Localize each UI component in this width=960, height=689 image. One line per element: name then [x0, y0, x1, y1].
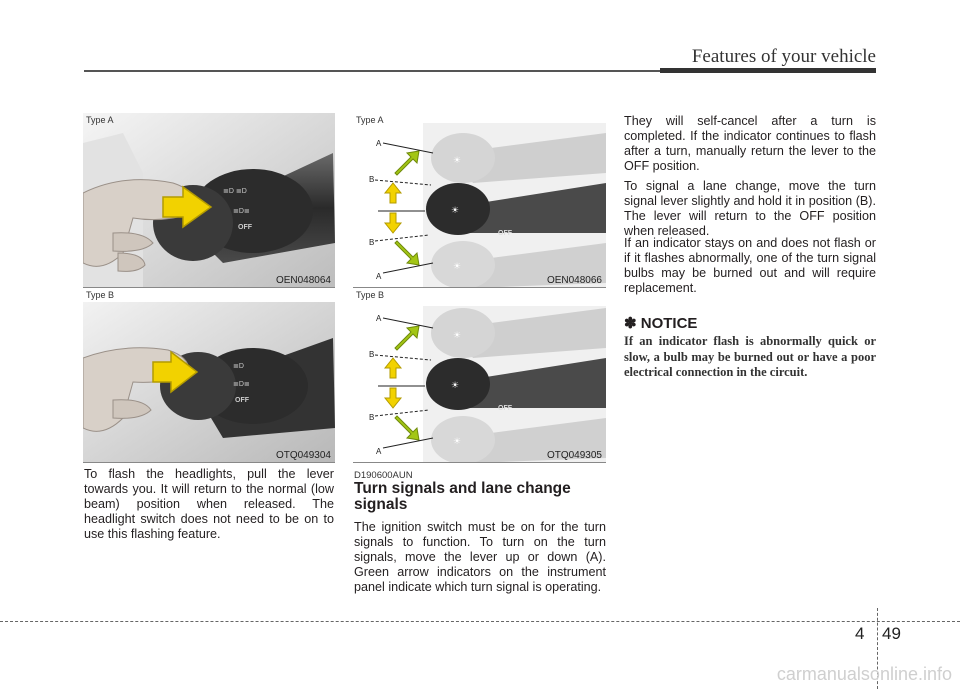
svg-text:≣D: ≣D — [233, 363, 244, 370]
figure-code: OEN048066 — [546, 275, 602, 286]
self-cancel-paragraph: They will self-cancel after a turn is completed. If the indicator continues to flash after a turn, manually return the lever to the OFF position. — [624, 114, 876, 173]
figure-flash-type-b — [83, 288, 335, 463]
figure-type-label: Type A — [356, 115, 384, 125]
svg-text:☀: ☀ — [451, 205, 460, 215]
svg-text:☀: ☀ — [451, 380, 460, 390]
figure-code: OTQ049305 — [546, 450, 602, 461]
figure-code: OEN048064 — [275, 275, 331, 286]
turn-signal-paragraph: The ignition switch must be on for the turn signals to function. To turn on the turn signals, move the lever up or down (A). Green arrow indicators on the instrument panel indicate which turn signal is operating. — [354, 520, 606, 594]
marker-a: A — [376, 447, 382, 456]
section-title: Turn signals and lane change signals — [354, 480, 571, 513]
svg-text:☀: ☀ — [453, 436, 462, 446]
flash-paragraph: To flash the headlights, pull the lever towards you. It will return to the normal (low beam) position when released. The headlight switch does not need to be on to use this flashing feature. — [84, 467, 334, 541]
lane-change-paragraph: To signal a lane change, move the turn signal lever slightly and hold it in position (B). The lever will return to the OFF position when released. — [624, 179, 876, 238]
marker-a: A — [376, 314, 382, 323]
off-label: OFF — [238, 224, 252, 231]
figure-turn-type-a — [353, 113, 606, 288]
svg-text:≣D≣: ≣D≣ — [233, 381, 250, 388]
svg-text:☀: ☀ — [453, 261, 462, 271]
marker-b: B — [369, 413, 375, 422]
turn-signal-illustration — [353, 113, 606, 288]
figure-code: OTQ049304 — [275, 450, 331, 461]
page-number: 49 — [882, 624, 901, 643]
marker-a: A — [376, 139, 382, 148]
off-label: OFF — [498, 230, 512, 237]
notice-text: If an indicator flash is abnormally quick or slow, a bulb may be burned out or have a poor electrical connection in the circuit. — [624, 334, 876, 379]
marker-b: B — [369, 350, 375, 359]
svg-text:≣D≣: ≣D≣ — [233, 208, 250, 215]
marker-b: B — [369, 175, 375, 184]
figure-type-label: Type B — [356, 290, 385, 300]
off-label: OFF — [498, 405, 512, 412]
watermark: carmanualsonline.info — [776, 664, 952, 684]
lever-flash-illustration — [83, 288, 335, 463]
figure-type-label: Type A — [86, 115, 114, 125]
svg-text:☀: ☀ — [453, 155, 462, 165]
section-code: D190600AUN — [354, 470, 413, 481]
figure-type-label: Type B — [86, 290, 115, 300]
notice-title: ✽ NOTICE — [624, 315, 698, 332]
lever-flash-illustration — [83, 113, 335, 288]
marker-b: B — [369, 238, 375, 247]
chapter-number: 4 — [855, 624, 865, 643]
figure-rule — [353, 462, 606, 463]
marker-a: A — [376, 272, 382, 281]
header-rule-accent — [660, 68, 876, 73]
figure-rule — [83, 462, 335, 463]
svg-text:≣D ≣D: ≣D ≣D — [223, 188, 247, 195]
footer-rule — [0, 621, 960, 622]
svg-text:☀: ☀ — [453, 330, 462, 340]
page-header-title: Features of your vehicle — [691, 46, 876, 67]
figure-turn-type-b — [353, 288, 606, 463]
turn-signal-illustration — [353, 288, 606, 463]
off-label: OFF — [235, 397, 249, 404]
figure-flash-type-a — [83, 113, 335, 288]
indicator-fault-paragraph: If an indicator stays on and does not flash or if it flashes abnormally, one of the turn signal bulbs may be burned out and will require replacement. — [624, 236, 876, 295]
